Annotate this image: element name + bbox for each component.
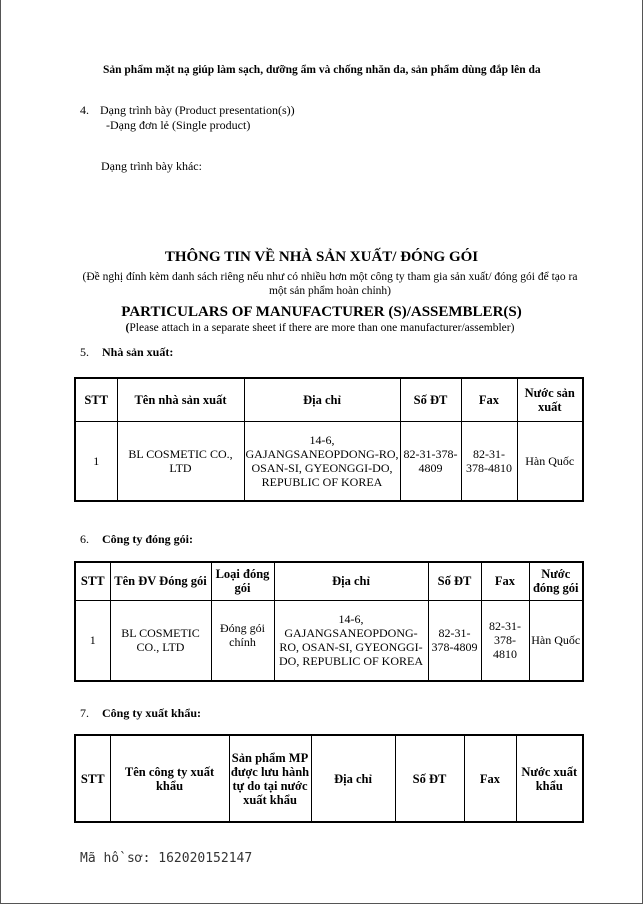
item4-value: -Dạng đơn lẻ (Single product) bbox=[106, 118, 251, 132]
col-phone: Số ĐT bbox=[400, 378, 461, 421]
note-en-text: Please attach in a separate sheet if there are more than one manufacturer/assembler) bbox=[129, 322, 515, 334]
col-free-sale: Sản phẩm MP được lưu hành tự do tại nước xuất khẩu bbox=[229, 735, 311, 822]
section7-heading bbox=[80, 706, 201, 721]
manufacturer-title-en: PARTICULARS OF MANUFACTURER (S)/ASSEMBLER(S) bbox=[121, 304, 522, 320]
cell-phone: 82-31-378-4809 bbox=[400, 421, 461, 501]
manufacturer-note-vn: (Đề nghị đính kèm danh sách riêng nếu như có nhiều hơn một công ty tham gia sản xuất/ đóng gói để tạo ra một sản phẩm hoàn chỉnh) bbox=[82, 271, 578, 297]
cell-stt: 1 bbox=[75, 421, 117, 501]
col-stt: STT bbox=[75, 562, 110, 600]
cell-fax: 82-31-378-4810 bbox=[481, 600, 529, 681]
col-phone: Số ĐT bbox=[395, 735, 464, 822]
section7-title: Công ty xuất khẩu: bbox=[102, 706, 202, 720]
cell-country: Hàn Quốc bbox=[517, 421, 583, 501]
section6-title: Công ty đóng gói: bbox=[102, 532, 194, 546]
section7-number: 7. bbox=[80, 706, 89, 720]
section5-heading bbox=[80, 345, 173, 360]
col-country: Nước xuất khẩu bbox=[516, 735, 583, 822]
section6-heading bbox=[80, 532, 193, 547]
col-address: Địa chỉ bbox=[274, 562, 428, 600]
section5-title: Nhà sản xuất: bbox=[102, 345, 174, 359]
col-name: Tên công ty xuất khẩu bbox=[110, 735, 229, 822]
item4-number: 4. bbox=[80, 103, 89, 117]
table-header-row bbox=[75, 562, 583, 600]
col-stt: STT bbox=[75, 378, 117, 421]
cell-fax: 82-31-378-4810 bbox=[461, 421, 517, 501]
manufacturer-table bbox=[74, 377, 584, 502]
product-description: Sản phẩm mặt nạ giúp làm sạch, dưỡng ẩm và chống nhăn da, sản phẩm dùng đắp lên da bbox=[103, 64, 541, 76]
table-header-row bbox=[75, 378, 583, 421]
cell-address: 14-6, GAJANGSANEOPDONG-RO, OSAN-SI, GYEONGGI-DO, REPUBLIC OF KOREA bbox=[274, 600, 428, 681]
manufacturer-title-vn: THÔNG TIN VỀ NHÀ SẢN XUẤT/ ĐÓNG GÓI bbox=[164, 249, 479, 265]
col-fax: Fax bbox=[461, 378, 517, 421]
col-name: Tên ĐV Đóng gói bbox=[110, 562, 211, 600]
manufacturer-note-en bbox=[80, 322, 560, 334]
cell-phone: 82-31-378-4809 bbox=[428, 600, 481, 681]
cell-stt: 1 bbox=[75, 600, 110, 681]
col-fax: Fax bbox=[464, 735, 516, 822]
col-country: Nước đóng gói bbox=[529, 562, 583, 600]
col-fax: Fax bbox=[481, 562, 529, 600]
item4-label: Dạng trình bày (Product presentation(s)) bbox=[100, 103, 295, 117]
section6-number: 6. bbox=[80, 532, 89, 546]
col-address: Địa chỉ bbox=[311, 735, 395, 822]
table-header-row bbox=[75, 735, 583, 822]
table-row bbox=[75, 600, 583, 681]
col-address: Địa chỉ bbox=[244, 378, 400, 421]
item4-line bbox=[80, 103, 295, 118]
col-type: Loại đóng gói bbox=[211, 562, 274, 600]
col-phone: Số ĐT bbox=[428, 562, 481, 600]
cell-type: Đóng gói chính bbox=[211, 600, 274, 681]
file-code: Mã hồ sơ: 162020152147 bbox=[80, 851, 253, 866]
note-en-paren: ( bbox=[125, 322, 130, 334]
col-country: Nước sản xuất bbox=[517, 378, 583, 421]
cell-country: Hàn Quốc bbox=[529, 600, 583, 681]
exporter-table bbox=[74, 734, 584, 823]
section5-number: 5. bbox=[80, 345, 89, 359]
cell-name: BL COSMETIC CO., LTD bbox=[117, 421, 244, 501]
packager-table bbox=[74, 561, 584, 682]
table-row bbox=[75, 421, 583, 501]
col-name: Tên nhà sản xuất bbox=[117, 378, 244, 421]
cell-name: BL COSMETIC CO., LTD bbox=[110, 600, 211, 681]
item4-other: Dạng trình bày khác: bbox=[101, 159, 202, 173]
cell-address: 14-6, GAJANGSANEOPDONG-RO, OSAN-SI, GYEONGGI-DO, REPUBLIC OF KOREA bbox=[244, 421, 400, 501]
col-stt: STT bbox=[75, 735, 110, 822]
